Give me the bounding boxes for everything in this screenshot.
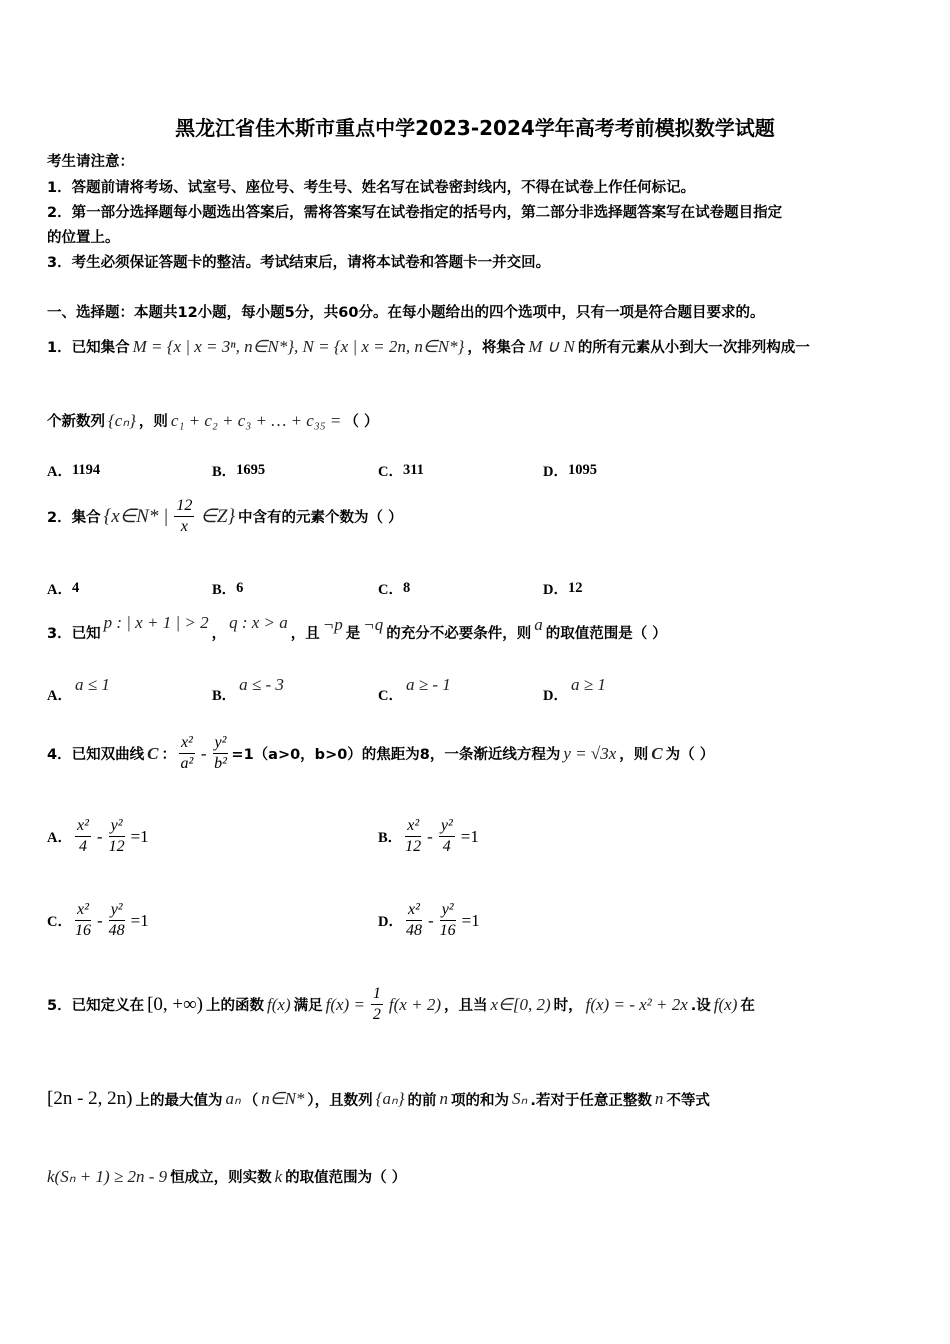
q3-option-c[interactable]: C． a ≥ - 1 — [378, 674, 451, 704]
q3-option-d[interactable]: D． a ≥ 1 — [543, 674, 606, 704]
q-text: ，将集合 — [467, 340, 526, 356]
fraction: $\frac{\text{x²}}{\text{a²}}$ — [180, 734, 194, 772]
math-expr: p : | x + 1 | > 2 — [103, 612, 209, 632]
q-text: 2．集合 — [47, 510, 101, 526]
notice-item: 3．考生必须保证答题卡的整洁。考试结束后，请将本试卷和答题卡一并交回。 — [47, 255, 551, 271]
q3-option-b[interactable]: B． a ≤ - 3 — [212, 674, 284, 704]
q4-option-d[interactable]: D． $\frac{\text{x²}}{48}$ - $\frac{\text{y²}}{16}$ =1 — [378, 901, 480, 939]
q1-option-d[interactable]: D． 1095 — [543, 462, 597, 480]
question-5: 5．已知定义在 [0, +∞) 上的函数 f(x) 满足 f(x) = $\frac{1}{2}$ f(x + 2) ，且当 x∈[0, 2) 时， f(x) = - x² + 2x .设 f(x) 在 — [47, 985, 755, 1023]
q1-option-b[interactable]: B． 1695 — [212, 462, 266, 480]
math-expr: {x∈N* | — [103, 506, 169, 527]
q-text: 4．已知双曲线 — [47, 747, 145, 763]
q-text: 的所有元素从小到大一次排列构成一 — [577, 340, 810, 356]
section-heading: 一、选择题：本题共12小题，每小题5分，共60分。在每小题给出的四个选项中，只有一项是符合题目要求的。 — [47, 305, 765, 321]
q3-option-a[interactable]: A． a ≤ 1 — [47, 674, 110, 704]
q-text: 个新数列 — [47, 414, 105, 430]
math-expr: y = √3x — [563, 743, 617, 763]
question-1 — [47, 336, 910, 357]
math-expr: a — [534, 614, 543, 634]
question-4: 4．已知双曲线 C ： $\frac{\text{x²}}{\text{a²}}$ - $\frac{\text{y²}}{\text{b²}}$ =1（a>0，b>0）的焦距为8，一条渐近线方程为 y = √3x ，则 C 为（ ） — [47, 734, 715, 772]
question-1-cont — [47, 410, 910, 431]
q1-option-a[interactable]: A． 1194 — [47, 462, 101, 480]
q-text: （ ） — [344, 414, 379, 430]
q-text: ， — [211, 626, 227, 642]
q4-option-b[interactable]: B． $\frac{\text{x²}}{12}$ - $\frac{\text{y²}}{4}$ =1 — [378, 817, 479, 855]
q1-option-c[interactable]: C． 311 — [378, 462, 424, 480]
question-3 — [47, 612, 910, 643]
fraction: $\frac{\text{y²}}{\text{b²}}$ — [214, 734, 227, 772]
question-5-cont2: k(Sₙ + 1) ≥ 2n - 9 恒成立，则实数 k 的取值范围为（ ） — [47, 1166, 407, 1186]
math-expr: ¬q — [363, 614, 384, 634]
math-expr: c₁ + c₂ + c₃ + … + c₃₅ = — [170, 410, 342, 430]
q-text: 是 — [345, 626, 361, 642]
notice-item: 1．答题前请将考场、试室号、座位号、考生号、姓名写在试卷密封线内，不得在试卷上作任何标记。 — [47, 180, 696, 196]
math-expr: ¬p — [322, 614, 343, 634]
notice-item: 的位置上。 — [47, 230, 120, 246]
math-expr: {cₙ} — [108, 410, 136, 430]
fraction: $\frac{12}{x}$ — [176, 497, 193, 535]
question-5-cont: [2n - 2, 2n) 上的最大值为 aₙ （ n∈N* ），且数列 {aₙ} 的前 n 项的和为 Sₙ .若对于任意正整数 n 不等式 — [47, 1088, 710, 1109]
q2-option-b[interactable]: B． 6 — [212, 580, 244, 598]
q-text: ，则 — [138, 414, 168, 430]
q-text: =1（a>0，b>0）的焦距为8，一条渐近线方程为 — [231, 747, 561, 763]
q2-option-c[interactable]: C． 8 — [378, 580, 411, 598]
math-expr: q : x > a — [229, 612, 288, 632]
math-expr: ∈Z} — [200, 506, 236, 527]
question-2 — [47, 496, 910, 537]
q4-option-a[interactable]: A． $\frac{\text{x²}}{4}$ - $\frac{\text{y²}}{12}$ =1 — [47, 817, 149, 855]
q4-option-c[interactable]: C． $\frac{\text{x²}}{16}$ - $\frac{\text{y²}}{48}$ =1 — [47, 901, 149, 939]
q2-option-a[interactable]: A． 4 — [47, 580, 80, 598]
q-text: 3．已知 — [47, 626, 101, 642]
q-text: ，且 — [290, 626, 320, 642]
notice-heading: 考生请注意： — [47, 154, 134, 170]
notice-item: 2．第一部分选择题每小题选出答案后，需将答案写在试卷指定的括号内，第二部分非选择题答案写在试卷题目指定 — [47, 205, 783, 221]
q2-option-d[interactable]: D． 12 — [543, 580, 583, 598]
math-expr: M ∪ N — [528, 336, 575, 356]
q-text: 的取值范围是（ ） — [545, 626, 667, 642]
page-title: 黑龙江省佳木斯市重点中学2023-2024学年高考考前模拟数学试题 — [175, 116, 775, 140]
q-text: 的充分不必要条件，则 — [386, 626, 532, 642]
math-expr: M = {x | x = 3ⁿ, n∈N*}, N = {x | x = 2n, n∈N*} — [132, 336, 465, 356]
q-text: 1．已知集合 — [47, 340, 130, 356]
q-text: 中含有的元素个数为（ ） — [238, 510, 403, 526]
